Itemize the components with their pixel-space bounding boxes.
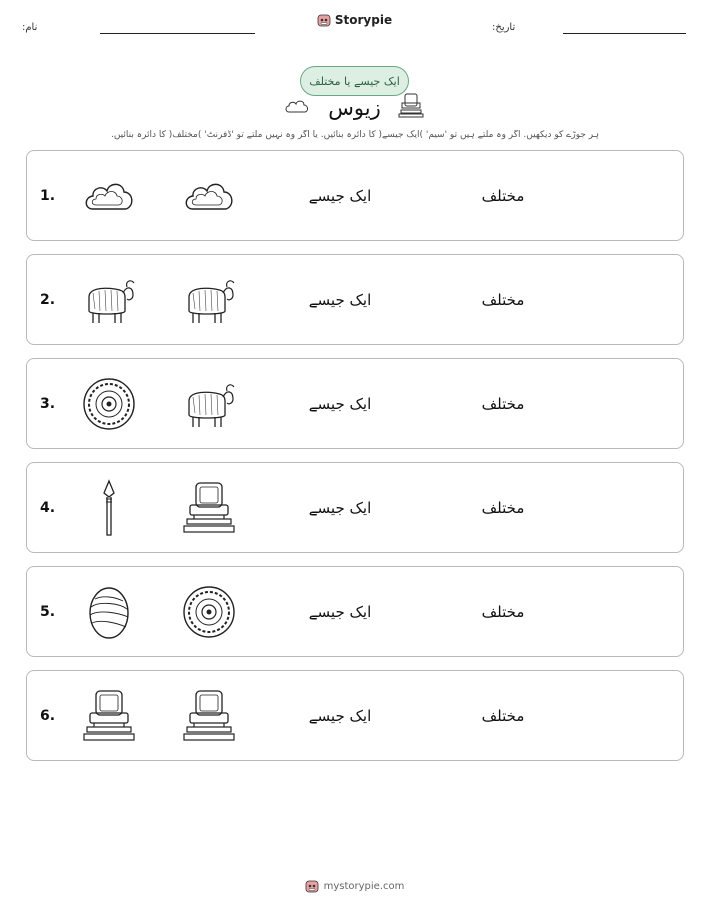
question-row-4 xyxy=(26,462,684,553)
question-number: 6. xyxy=(40,707,56,724)
question-number: 4. xyxy=(40,499,56,516)
date-line[interactable] xyxy=(563,33,686,34)
same-option[interactable]: ایک جیسے xyxy=(308,186,372,205)
different-option[interactable]: مختلف xyxy=(481,290,525,309)
question-row-3 xyxy=(26,358,684,449)
spear-icon xyxy=(81,477,137,539)
throne-icon xyxy=(398,91,424,119)
throne-icon xyxy=(181,685,237,747)
throne-icon xyxy=(81,685,137,747)
goat-icon xyxy=(181,373,237,435)
same-option[interactable]: ایک جیسے xyxy=(308,394,372,413)
worksheet-type-badge: ایک جیسے یا مختلف xyxy=(300,66,409,96)
brand-name: Storypie xyxy=(334,13,393,27)
throne-icon xyxy=(181,477,237,539)
same-option[interactable]: ایک جیسے xyxy=(308,602,372,621)
egg-icon xyxy=(81,581,137,643)
question-row-6 xyxy=(26,670,684,761)
same-option[interactable]: ایک جیسے xyxy=(308,706,372,725)
different-option[interactable]: مختلف xyxy=(481,706,525,725)
question-row-2 xyxy=(26,254,684,345)
different-option[interactable]: مختلف xyxy=(481,186,525,205)
shield-icon xyxy=(81,373,137,435)
question-number: 2. xyxy=(40,291,56,308)
question-number: 3. xyxy=(40,395,56,412)
question-number: 5. xyxy=(40,603,56,620)
goat-icon xyxy=(81,269,137,331)
different-option[interactable]: مختلف xyxy=(481,602,525,621)
mascot-icon xyxy=(305,879,319,893)
cloud-icon xyxy=(181,165,237,227)
name-label: نام: xyxy=(22,22,38,33)
shield-icon xyxy=(181,581,237,643)
question-number: 1. xyxy=(40,187,56,204)
footer xyxy=(0,879,709,893)
brand-logo xyxy=(0,13,709,27)
question-row-5 xyxy=(26,566,684,657)
same-option[interactable]: ایک جیسے xyxy=(308,290,372,309)
footer-site-link[interactable]: mystorypie.com xyxy=(323,880,405,892)
goat-icon xyxy=(181,269,237,331)
question-row-1 xyxy=(26,150,684,241)
same-option[interactable]: ایک جیسے xyxy=(308,498,372,517)
worksheet-title: زیوس xyxy=(328,96,381,120)
different-option[interactable]: مختلف xyxy=(481,498,525,517)
different-option[interactable]: مختلف xyxy=(481,394,525,413)
date-label: تاریخ: xyxy=(492,22,516,33)
name-line[interactable] xyxy=(100,33,255,34)
cloud-icon xyxy=(81,165,137,227)
mascot-icon xyxy=(317,13,331,27)
instructions-text: ہر جوڑے کو دیکھیں. اگر وہ ملتے ہیں تو 'سیم' )ایک جیسے( کا دائرہ بنائیں. یا اگر وہ نہیں ملتے تو 'ڈفرنٹ' )مختلف( کا دائرہ بنائیں. xyxy=(110,130,600,140)
